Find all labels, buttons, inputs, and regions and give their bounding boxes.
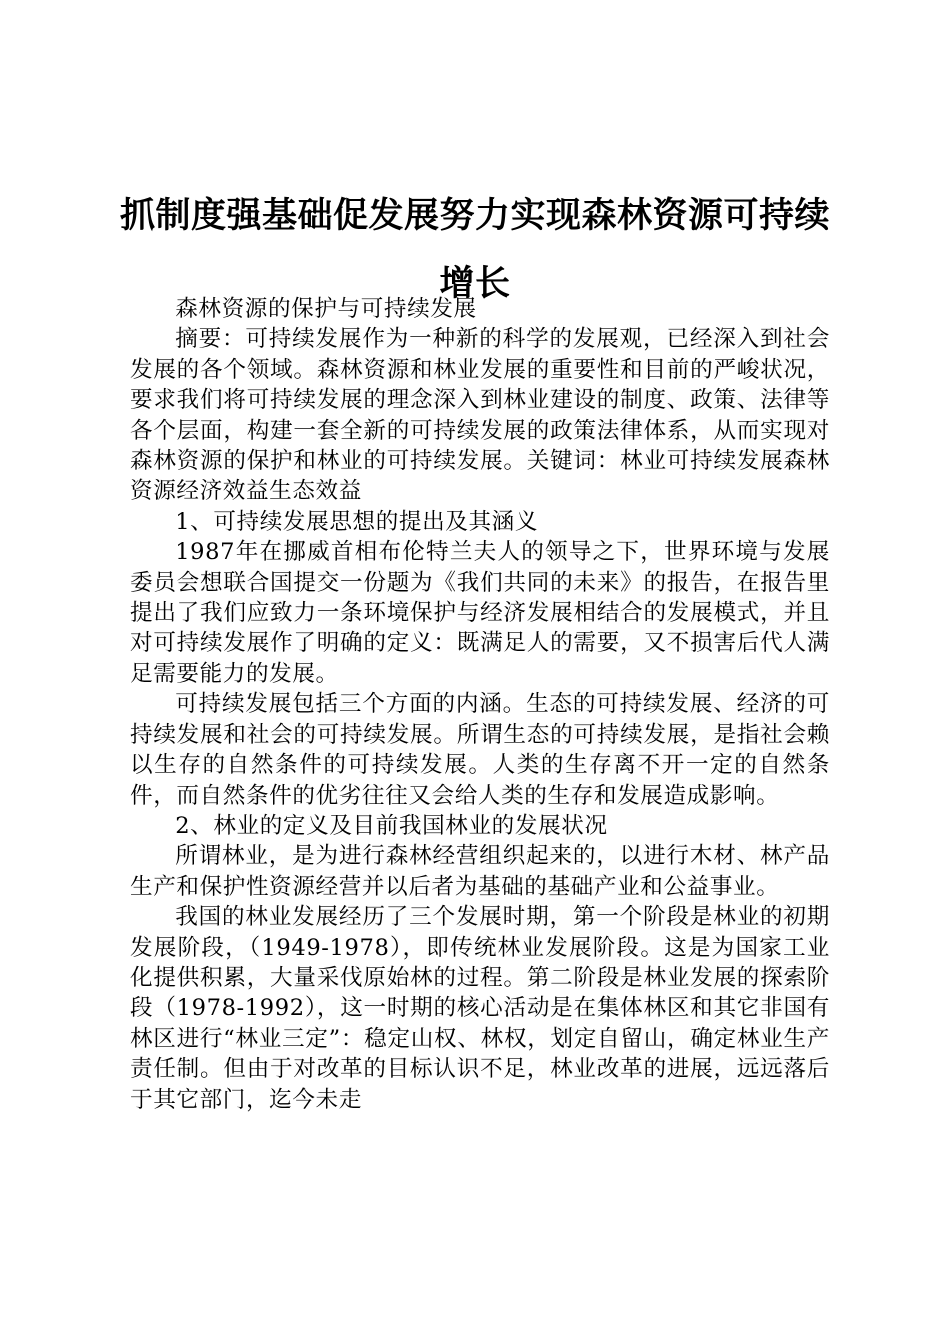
body-paragraph: 1987年在挪威首相布伦特兰夫人的领导之下，世界环境与发展委员会想联合国提交一份题为《我们共同的未来》的报告，在报告里提出了我们应致力一条环境保护与经济发展相结合的发展模式，并且对可持续发展作了明确的定义：既满足人的需要，又不损害后代人满足需要能力的发展。 — [130, 539, 830, 687]
section-subtitle: 森林资源的保护与可持续发展 — [175, 296, 477, 322]
document-title: 抓制度强基础促发展努力实现森林资源可持续增长 — [120, 195, 831, 304]
body-paragraph: 所谓林业，是为进行森林经营组织起来的，以进行木材、林产品生产和保护性资源经营并以后者为基础的基础产业和公益事业。 — [130, 843, 830, 900]
abstract-paragraph: 摘要：可持续发展作为一种新的科学的发展观，已经深入到社会发展的各个领域。森林资源和林业发展的重要性和目前的严峻状况，要求我们将可持续发展的理念深入到林业建设的制度、政策、法律等各个层面，构建一套全新的可持续发展的政策法律体系，从而实现对森林资源的保护和林业的可持续发展。关键词：林业可持续发展森林资源经济效益生态效益 — [130, 326, 830, 505]
body-paragraph: 我国的林业发展经历了三个发展时期，第一个阶段是林业的初期发展阶段，（1949-1978），即传统林业发展阶段。这是为国家工业化提供积累，大量采伐原始林的过程。第二阶段是林业发展的探索阶段（1978-1992），这一时期的核心活动是在集体林区和其它非国有林区进行“林业三定”：稳定山权、林权，划定自留山，确定林业生产责任制。但由于对改革的目标认识不足，林业改革的进展，远远落后于其它部门，迄今未走 — [130, 904, 830, 1113]
section-heading-2: 2、林业的定义及目前我国林业的发展状况 — [175, 812, 608, 839]
section-heading-1: 1、可持续发展思想的提出及其涵义 — [175, 508, 539, 535]
document-body — [130, 294, 830, 1115]
body-paragraph: 可持续发展包括三个方面的内涵。生态的可持续发展、经济的可持续发展和社会的可持续发展。所谓生态的可持续发展，是指社会赖以生存的自然条件的可持续发展。人类的生存离不开一定的自然条件，而自然条件的优劣往往又会给人类的生存和发展造成影响。 — [130, 691, 830, 809]
